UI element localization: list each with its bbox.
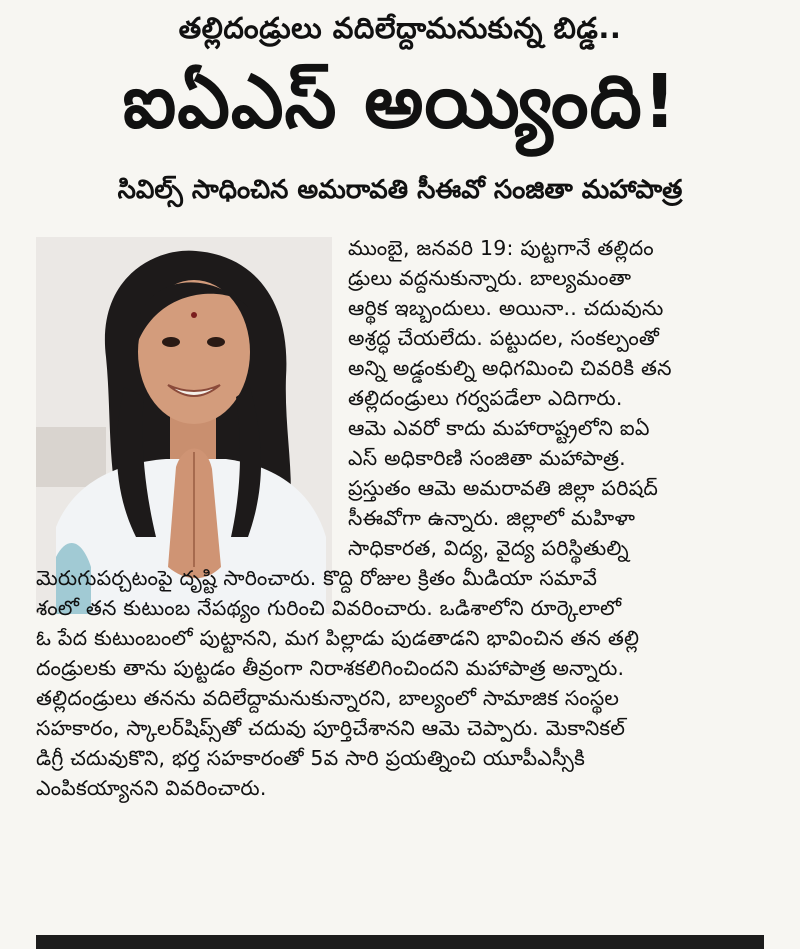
body-line: ఎంపికయ్యానని వివరించారు.	[36, 776, 267, 800]
body-line: ముంబై, జనవరి 19: పుట్టగానే తల్లిదం	[348, 236, 654, 260]
body-line: ప్రస్తుతం ఆమె అమరావతి జిల్లా పరిషద్	[348, 476, 659, 500]
body-line: డిగ్రీ చదువుకొని, భర్త సహకారంతో 5వ సారి ప్రయత్నించి యూపీఎస్సీకి	[36, 746, 585, 770]
body-line: సహకారం, స్కాలర్‌షిప్స్‌తో చదువు పూర్తిచేశానని ఆమె చెప్పారు. మెకానికల్	[36, 716, 626, 740]
body-line: అన్ని అడ్డంకుల్ని అధిగమించి చివరికి తన	[348, 356, 672, 380]
body-line: ఆర్థిక ఇబ్బందులు. అయినా.. చదువును	[348, 296, 664, 320]
body-line: తల్లిదండ్రులు తనను వదిలేద్దామనుకున్నారని, బాల్యంలో సామాజిక సంస్థల	[36, 686, 620, 710]
body-line: తల్లిదండ్రులు గర్వపడేలా ఎదిగారు.	[348, 386, 623, 410]
body-line: ఎస్ అధికారిణి సంజితా మహాపాత్ర.	[348, 446, 626, 470]
body-line: మెరుగుపర్చటంపై దృష్టి సారించారు. కొద్ది రోజుల క్రితం మీడియా సమావే	[36, 566, 598, 590]
body-line: అశ్రద్ధ చేయలేదు. పట్టుదల, సంకల్పంతో	[348, 326, 660, 350]
body-line: దండ్రులకు తాను పుట్టడం తీవ్రంగా నిరాశకలిగించిందని మహాపాత్ర అన్నారు.	[36, 656, 625, 680]
body-line: శంలో తన కుటుంబ నేపథ్యం గురించి వివరించారు. ఒడిశాలోని రూర్కెలాలో	[36, 596, 622, 620]
body-line: సీఈవోగా ఉన్నారు. జిల్లాలో మహిళా	[348, 506, 636, 530]
bottom-border-bar	[36, 935, 764, 949]
sub-headline: సివిల్స్ సాధించిన అమరావతి సీఈవో సంజితా మహాపాత్ర	[117, 175, 683, 205]
main-headline: ఐఏఎస్ అయ్యింది!	[122, 59, 678, 145]
body-line: సాధికారత, విద్య, వైద్య పరిస్థితుల్ని	[348, 536, 629, 560]
kicker-headline: తల్లిదండ్రులు వదిలేద్దామనుకున్న బిడ్డ..	[178, 11, 622, 45]
body-line: డ్రులు వద్దనుకున్నారు. బాల్యమంతా	[348, 266, 632, 290]
body-line: ఓ పేద కుటుంబంలో పుట్టానని, మగ పిల్లాడు పుడతాడని భావించిన తన తల్లి	[36, 626, 640, 650]
body-line: ఆమె ఎవరో కాదు మహారాష్ట్రలోని ఐఏ	[348, 416, 650, 440]
